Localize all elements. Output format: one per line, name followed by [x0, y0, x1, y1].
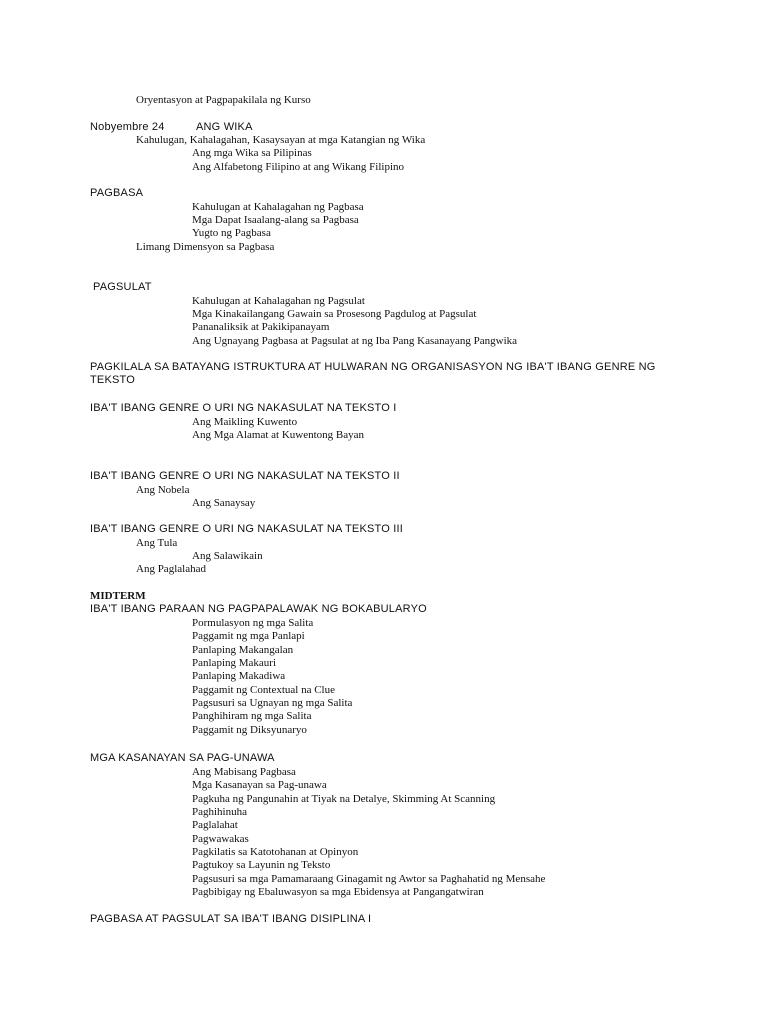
pagbasa-line-4: Limang Dimensyon sa Pagbasa — [136, 241, 275, 253]
bokabularyo-line-6: Paggamit ng Contextual na Clue — [192, 684, 335, 696]
genre1-line-2: Ang Mga Alamat at Kuwentong Bayan — [192, 429, 364, 441]
pagsulat-line-3: Pananaliksik at Pakikipanayam — [192, 321, 330, 333]
pagbasa-heading: PAGBASA — [90, 187, 144, 199]
pagsulat-line-2: Mga Kinakailangang Gawain sa Prosesong Pagdulog at Pagsulat — [192, 308, 477, 320]
pagunawa-line-7: Pagkilatis sa Katotohanan at Opinyon — [192, 846, 359, 858]
pagbasa-line-3: Yugto ng Pagbasa — [192, 227, 271, 239]
pagunawa-heading: MGA KASANAYAN SA PAG-UNAWA — [90, 752, 275, 764]
pagsulat-line-4: Ang Ugnayang Pagbasa at Pagsulat at ng Iba Pang Kasanayang Pangwika — [192, 335, 518, 347]
genre3-line-1: Ang Tula — [136, 537, 178, 549]
genre1-heading: IBA'T IBANG GENRE O URI NG NAKASULAT NA TEKSTO I — [90, 402, 397, 414]
genre3-heading: IBA'T IBANG GENRE O URI NG NAKASULAT NA TEKSTO III — [90, 523, 404, 535]
bokabularyo-line-9: Paggamit ng Diksyunaryo — [192, 724, 307, 736]
pagunawa-line-2: Mga Kasanayan sa Pag-unawa — [192, 779, 327, 791]
bokabularyo-heading: IBA'T IBANG PARAAN NG PAGPAPALAWAK NG BOKABULARYO — [90, 603, 427, 615]
pagkilala-heading: PAGKILALA SA BATAYANG ISTRUKTURA AT HULWARAN NG ORGANISASYON NG IBA'T IBANG GENRE NG TEKSTO — [90, 361, 656, 387]
genre3-line-2: Ang Salawikain — [192, 550, 263, 562]
pagbasa-line-1: Kahulugan at Kahalagahan ng Pagbasa — [192, 201, 364, 213]
genre2-line-2: Ang Sanaysay — [192, 497, 256, 509]
genre2-line-1: Ang Nobela — [136, 484, 190, 496]
wika-title: ANG WIKA — [196, 121, 253, 133]
wika-line-3: Ang Alfabetong Filipino at ang Wikang Filipino — [192, 161, 405, 173]
genre2-heading: IBA'T IBANG GENRE O URI NG NAKASULAT NA TEKSTO II — [90, 470, 400, 482]
pagsulat-line-1: Kahulugan at Kahalagahan ng Pagsulat — [192, 295, 365, 307]
bokabularyo-line-3: Panlaping Makangalan — [192, 644, 294, 656]
orientation-line: Oryentasyon at Pagpapakilala ng Kurso — [136, 94, 311, 106]
pagunawa-line-6: Pagwawakas — [192, 833, 249, 845]
midterm-label: MIDTERM — [90, 590, 146, 602]
pagunawa-line-1: Ang Mabisang Pagbasa — [192, 766, 296, 778]
bokabularyo-line-1: Pormulasyon ng mga Salita — [192, 617, 314, 629]
bokabularyo-line-4: Panlaping Makauri — [192, 657, 277, 669]
pagsulat-heading: PAGSULAT — [93, 281, 152, 293]
genre3-line-3: Ang Paglalahad — [136, 563, 206, 575]
wika-heading-line — [90, 121, 253, 134]
pagunawa-line-3: Pagkuha ng Pangunahin at Tiyak na Detalye, Skimming At Scanning — [192, 793, 496, 805]
pagunawa-line-5: Paglalahat — [192, 819, 238, 831]
bokabularyo-line-7: Pagsusuri sa Ugnayan ng mga Salita — [192, 697, 353, 709]
wika-line-2: Ang mga Wika sa Pilipinas — [192, 147, 312, 159]
pagunawa-line-9: Pagsusuri sa mga Pamamaraang Ginagamit ng Awtor sa Paghahatid ng Mensahe — [192, 873, 546, 885]
bokabularyo-line-8: Panghihiram ng mga Salita — [192, 710, 312, 722]
wika-date: Nobyembre 24 — [90, 121, 165, 133]
wika-line-1: Kahulugan, Kahalagahan, Kasaysayan at mga Katangian ng Wika — [136, 134, 426, 146]
pagunawa-line-8: Pagtukoy sa Layunin ng Teksto — [192, 859, 331, 871]
pagunawa-line-10: Pagbibigay ng Ebaluwasyon sa mga Ebidensya at Pangangatwiran — [192, 886, 484, 898]
bokabularyo-line-2: Paggamit ng mga Panlapi — [192, 630, 305, 642]
pagunawa-line-4: Paghihinuha — [192, 806, 247, 818]
pagbasa-line-2: Mga Dapat Isaalang-alang sa Pagbasa — [192, 214, 359, 226]
genre1-line-1: Ang Maikling Kuwento — [192, 416, 298, 428]
bokabularyo-line-5: Panlaping Makadiwa — [192, 670, 286, 682]
disiplina-heading: PAGBASA AT PAGSULAT SA IBA'T IBANG DISIPLINA I — [90, 913, 372, 925]
